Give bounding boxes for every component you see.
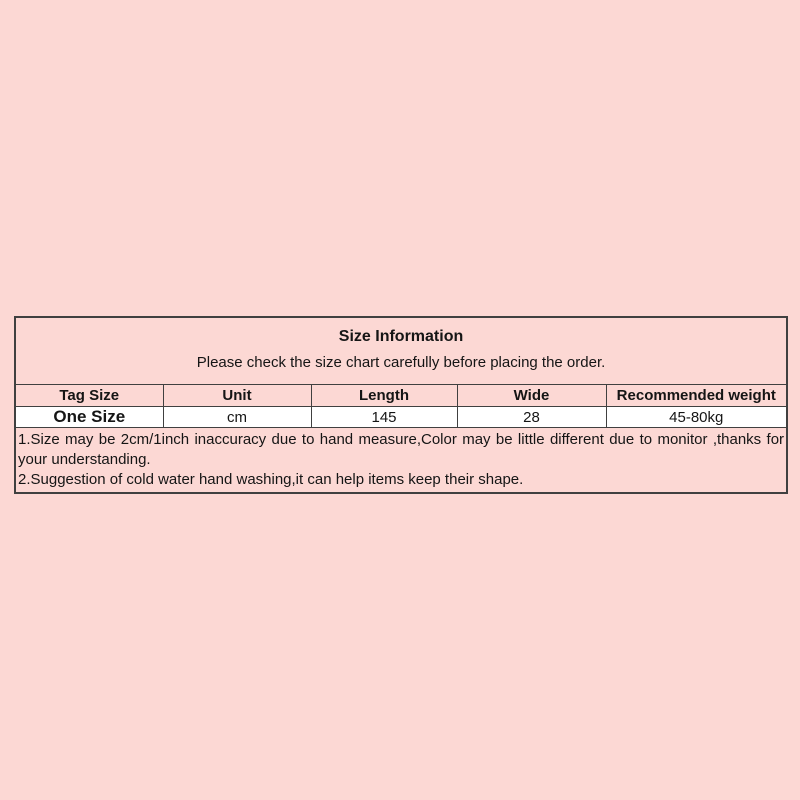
table-row (15, 407, 787, 428)
table-title: Size Information (338, 328, 464, 345)
column-header-tag-size: Tag Size (15, 385, 163, 407)
table-title-row (15, 317, 787, 385)
column-header-length: Length (311, 385, 457, 407)
cell-recommended-weight: 45-80kg (606, 407, 787, 428)
column-header-wide: Wide (457, 385, 606, 407)
table-notes-row (15, 428, 787, 494)
note-measure-disclaimer: 1.Size may be 2cm/1inch inaccuracy due to hand measure,Color may be little different due to monitor ,thanks for your understanding. (18, 431, 785, 468)
cell-wide: 28 (457, 407, 606, 428)
column-header-recommended-weight: Recommended weight (606, 385, 787, 407)
cell-tag-size: One Size (15, 407, 163, 428)
cell-length: 145 (311, 407, 457, 428)
size-information-table (14, 316, 788, 494)
cell-unit: cm (163, 407, 311, 428)
note-washing-suggestion: 2.Suggestion of cold water hand washing,it can help items keep their shape. (18, 471, 524, 488)
notes-cell (15, 428, 787, 494)
table-subtitle: Please check the size chart carefully before placing the order. (196, 354, 606, 371)
title-cell (15, 317, 787, 385)
table-header-row (15, 385, 787, 407)
column-header-unit: Unit (163, 385, 311, 407)
